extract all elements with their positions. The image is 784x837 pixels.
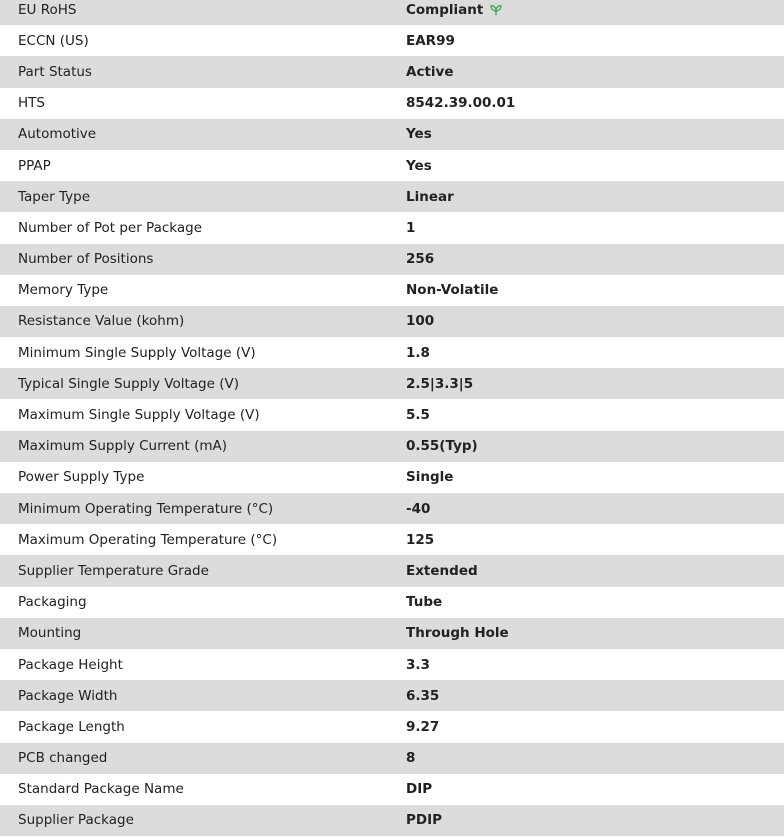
spec-value: 125 [406,531,435,548]
spec-value: Yes [406,126,432,143]
table-row [0,275,784,306]
table-row [0,587,784,618]
spec-value: Through Hole [406,625,509,642]
spec-label: Minimum Operating Temperature (°C) [18,500,274,517]
spec-value: Yes [406,157,432,174]
spec-label: PPAP [18,157,51,174]
spec-value: 0.55(Typ) [406,438,478,455]
spec-label: Taper Type [18,188,91,205]
table-row [0,399,784,430]
spec-label: PCB changed [18,750,108,767]
table-row [0,524,784,555]
spec-label: Number of Pot per Package [18,219,203,236]
spec-value: DIP [406,781,433,798]
spec-label: Packaging [18,594,87,611]
spec-label: Maximum Supply Current (mA) [18,438,228,455]
spec-label: Memory Type [18,282,109,299]
spec-value: Extended [406,562,478,579]
table-row [0,181,784,212]
spec-label: Supplier Package [18,812,134,829]
table-row [0,462,784,493]
table-row [0,88,784,119]
spec-label: Standard Package Name [18,781,184,798]
table-row [0,306,784,337]
table-row [0,493,784,524]
spec-label: Part Status [18,63,92,80]
spec-value: PDIP [406,812,443,829]
spec-value: Linear [406,188,454,205]
table-row [0,0,784,25]
spec-value: Active [406,63,454,80]
table-row [0,337,784,368]
spec-label: Automotive [18,126,97,143]
spec-label: EU RoHS [18,1,77,18]
spec-label: Maximum Operating Temperature (°C) [18,531,278,548]
table-row [0,711,784,742]
spec-value: 8 [406,750,416,767]
table-row [0,805,784,836]
spec-label: Package Length [18,718,125,735]
spec-value: 100 [406,313,435,330]
spec-label: HTS [18,95,45,112]
spec-value: Non-Volatile [406,282,499,299]
spec-label: Typical Single Supply Voltage (V) [18,375,239,392]
spec-label: Power Supply Type [18,469,145,486]
table-row [0,555,784,586]
spec-value: EAR99 [406,32,455,49]
spec-label: Minimum Single Supply Voltage (V) [18,344,256,361]
spec-value: -40 [406,500,431,517]
table-row [0,431,784,462]
spec-label: Mounting [18,625,82,642]
spec-label: Maximum Single Supply Voltage (V) [18,407,260,424]
leaf-icon [489,3,503,17]
spec-value: 8542.39.00.01 [406,95,516,112]
spec-value: 3.3 [406,656,430,673]
table-row [0,774,784,805]
spec-value-text: Compliant [406,1,484,18]
spec-label: ECCN (US) [18,32,89,49]
spec-value: 5.5 [406,407,430,424]
spec-value [388,2,503,18]
spec-value: 9.27 [406,718,440,735]
spec-value: Single [406,469,454,486]
table-row [0,56,784,87]
table-row [0,25,784,56]
table-row [0,119,784,150]
table-row [0,150,784,181]
spec-label: Package Height [18,656,123,673]
spec-value: 6.35 [406,687,440,704]
table-row [0,212,784,243]
table-row [0,680,784,711]
spec-value: 2.5|3.3|5 [406,375,474,392]
table-row [0,743,784,774]
table-row [0,368,784,399]
spec-value: 1.8 [406,344,430,361]
spec-value: Tube [406,594,443,611]
spec-label: Supplier Temperature Grade [18,562,209,579]
spec-value: 1 [406,219,416,236]
table-row [0,649,784,680]
spec-value: 256 [406,251,435,268]
spec-label: Resistance Value (kohm) [18,313,185,330]
spec-label: Package Width [18,687,118,704]
table-row [0,618,784,649]
table-row [0,244,784,275]
spec-label: Number of Positions [18,251,154,268]
